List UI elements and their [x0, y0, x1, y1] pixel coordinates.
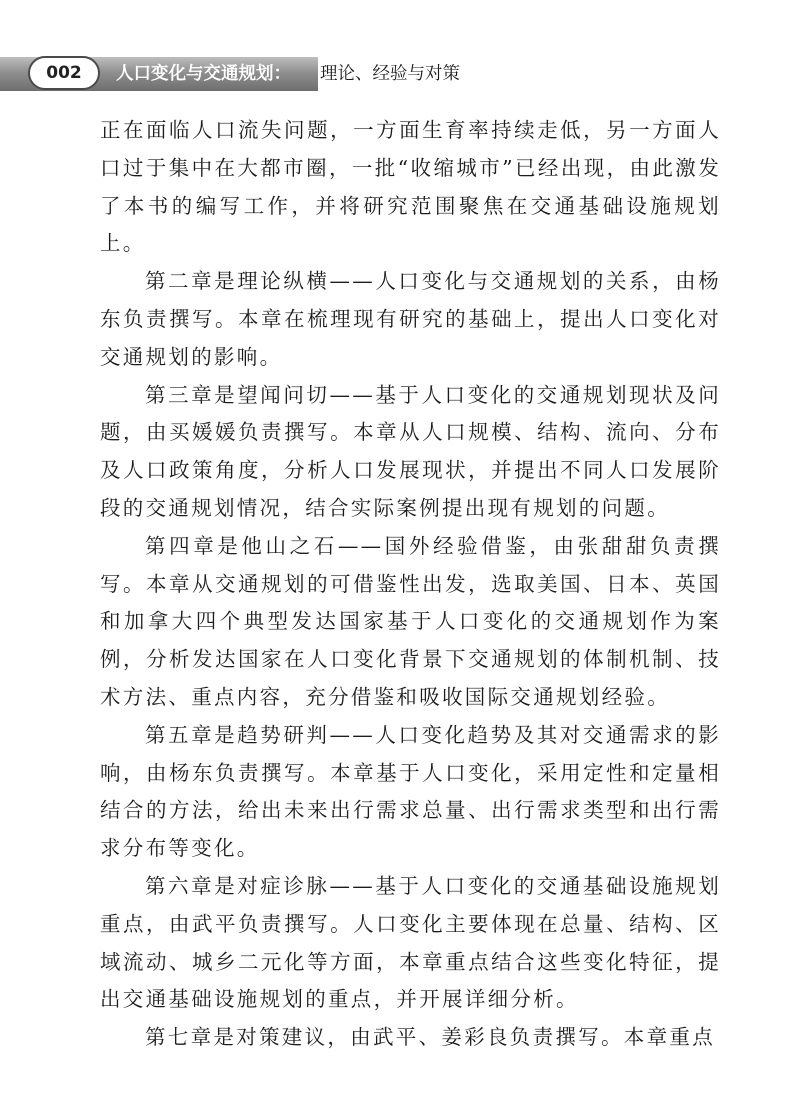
body-text: [100, 112, 721, 1057]
paragraph-chapter-5: 第五章是趋势研判——人口变化趋势及其对交通需求的影响，由杨东负责撰写。本章基于人口变化，采用定性和定量相结合的方法，给出未来出行需求总量、出行需求类型和出行需求分布等变化。: [100, 722, 721, 861]
page-number: 002: [28, 56, 100, 90]
paragraph-chapter-4: 第四章是他山之石——国外经验借鉴，由张甜甜负责撰写。本章从交通规划的可借鉴性出发，选取美国、日本、英国和加拿大四个典型发达国家基于人口变化的交通规划作为案例，分析发达国家在人口变化背景下交通规划的体制机制、技术方法、重点内容，充分借鉴和吸收国际交通规划经验。: [100, 533, 721, 709]
paragraph-chapter-7: 第七章是对策建议，由武平、姜彩良负责撰写。本章重点: [145, 1025, 715, 1050]
book-title: 人口变化与交通规划：: [116, 64, 291, 84]
paragraph-continuation: 正在面临人口流失问题，一方面生育率持续走低，另一方面人口过于集中在大都市圈，一批“收缩城市”已经出现，由此激发了本书的编写工作，并将研究范围聚焦在交通基础设施规划上。: [100, 118, 721, 256]
paragraph-chapter-6: 第六章是对症诊脉——基于人口变化的交通基础设施规划重点，由武平负责撰写。人口变化主要体现在总量、结构、区域流动、城乡二元化等方面，本章重点结合这些变化特征，提出交通基础设施规划的重点，并开展详细分析。: [100, 873, 721, 1012]
running-header: [0, 56, 790, 92]
paragraph-chapter-3: 第三章是望闻问切——基于人口变化的交通规划现状及问题，由买媛媛负责撰写。本章从人口规模、结构、流向、分布及人口政策角度，分析人口发展现状，并提出不同人口发展阶段的交通规划情况，结合实际案例提出现有规划的问题。: [100, 382, 721, 520]
paragraph-chapter-2: 第二章是理论纵横——人口变化与交通规划的关系，由杨东负责撰写。本章在梳理现有研究的基础上，提出人口变化对交通规划的影响。: [100, 269, 721, 369]
book-subtitle: 理论、经验与对策: [320, 64, 460, 84]
